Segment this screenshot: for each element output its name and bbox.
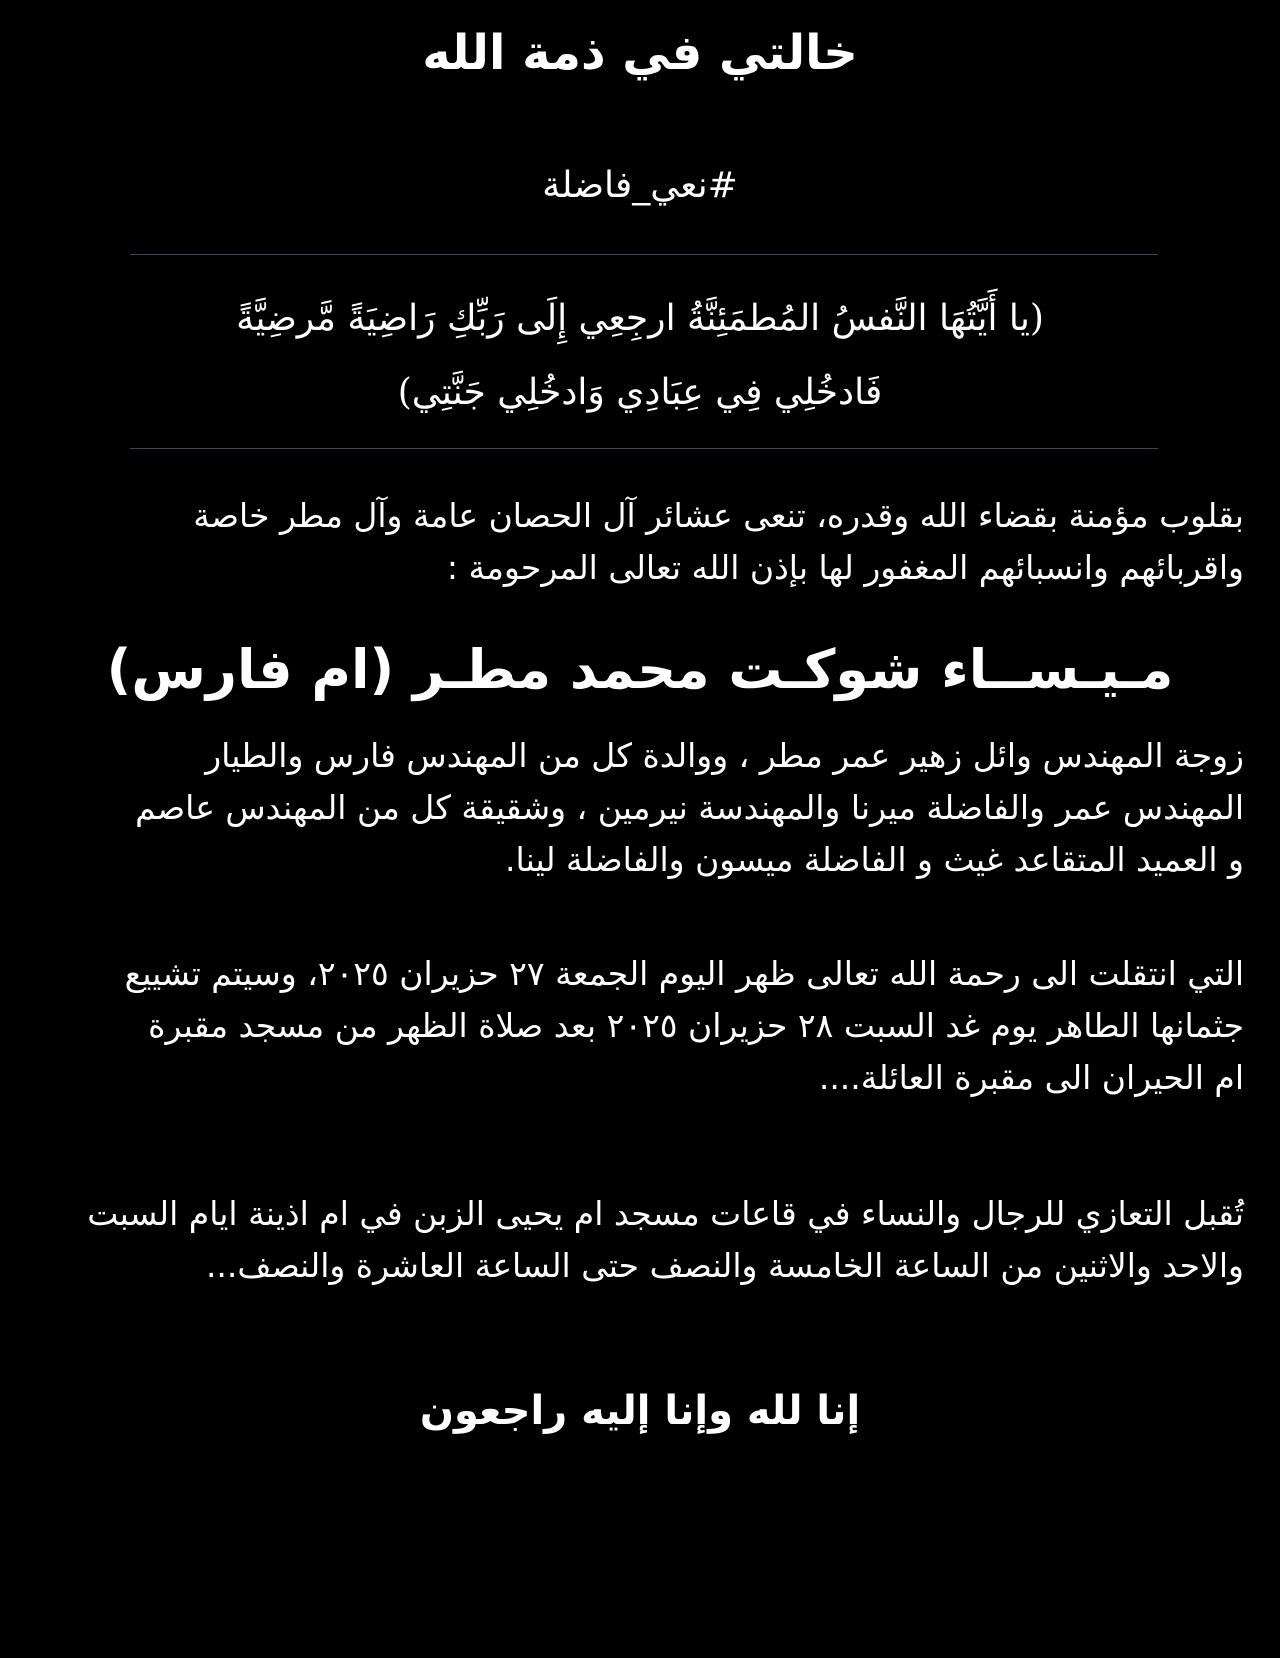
paragraph-line: ام الحيران الى مقبرة العائلة....	[818, 1058, 1244, 1097]
funeral-paragraph	[44, 948, 1244, 1104]
paragraph-line: زوجة المهندس وائل زهير عمر مطر ، ووالدة كل من المهندس فارس والطيار	[205, 736, 1244, 775]
paragraph-line: والاحد والاثنين من الساعة الخامسة والنصف حتى الساعة العاشرة والنصف...	[205, 1246, 1244, 1285]
paragraph-line: التي انتقلت الى رحمة الله تعالى ظهر اليوم الجمعة ٢٧ حزيران ٢٠٢٥، وسيتم تشييع	[124, 954, 1244, 993]
condolences-paragraph	[44, 1188, 1244, 1292]
paragraph-line: تُقبل التعازي للرجال والنساء في قاعات مسجد ام يحيى الزبن في ام اذينة ايام السبت	[87, 1194, 1244, 1233]
quran-verse	[130, 282, 1150, 430]
verse-line: (يا أَيَّتُهَا النَّفسُ المُطمَئِنَّةُ ارجِعِي إِلَى رَبِّكِ رَاضِيَةً مَّرضِيَّةً	[236, 298, 1044, 339]
hashtag: #نعي_فاضلة	[542, 165, 738, 206]
deceased-name: مـيـســاء شوكـت محمد مطـر (ام فارس)	[106, 638, 1174, 701]
paragraph-line: و العميد المتقاعد غيث و الفاضلة ميسون والفاضلة لينا.	[505, 840, 1244, 879]
paragraph-line: بقلوب مؤمنة بقضاء الله وقدره، تنعى عشائر آل الحصان عامة وآل مطر خاصة	[193, 496, 1244, 535]
paragraph-line: المهندس عمر والفاضلة ميرنا والمهندسة نيرمين ، وشقيقة كل من المهندس عاصم	[135, 788, 1244, 827]
verse-line: فَادخُلِي فِي عِبَادِي وَادخُلِي جَنَّتِي)	[397, 372, 883, 413]
divider-bottom	[130, 448, 1158, 449]
page-title: خالتي في ذمة الله	[422, 25, 858, 81]
paragraph-line: واقربائهم وانسبائهم المغفور لها بإذن الله تعالى المرحومة :	[446, 548, 1244, 587]
family-paragraph	[44, 730, 1244, 886]
closing-phrase: إنا لله وإنا إليه راجعون	[419, 1388, 861, 1434]
divider-top	[130, 254, 1158, 255]
intro-paragraph	[44, 490, 1244, 594]
paragraph-line: جثمانها الطاهر يوم غد السبت ٢٨ حزيران ٢٠٢٥ بعد صلاة الظهر من مسجد مقبرة	[148, 1006, 1244, 1045]
